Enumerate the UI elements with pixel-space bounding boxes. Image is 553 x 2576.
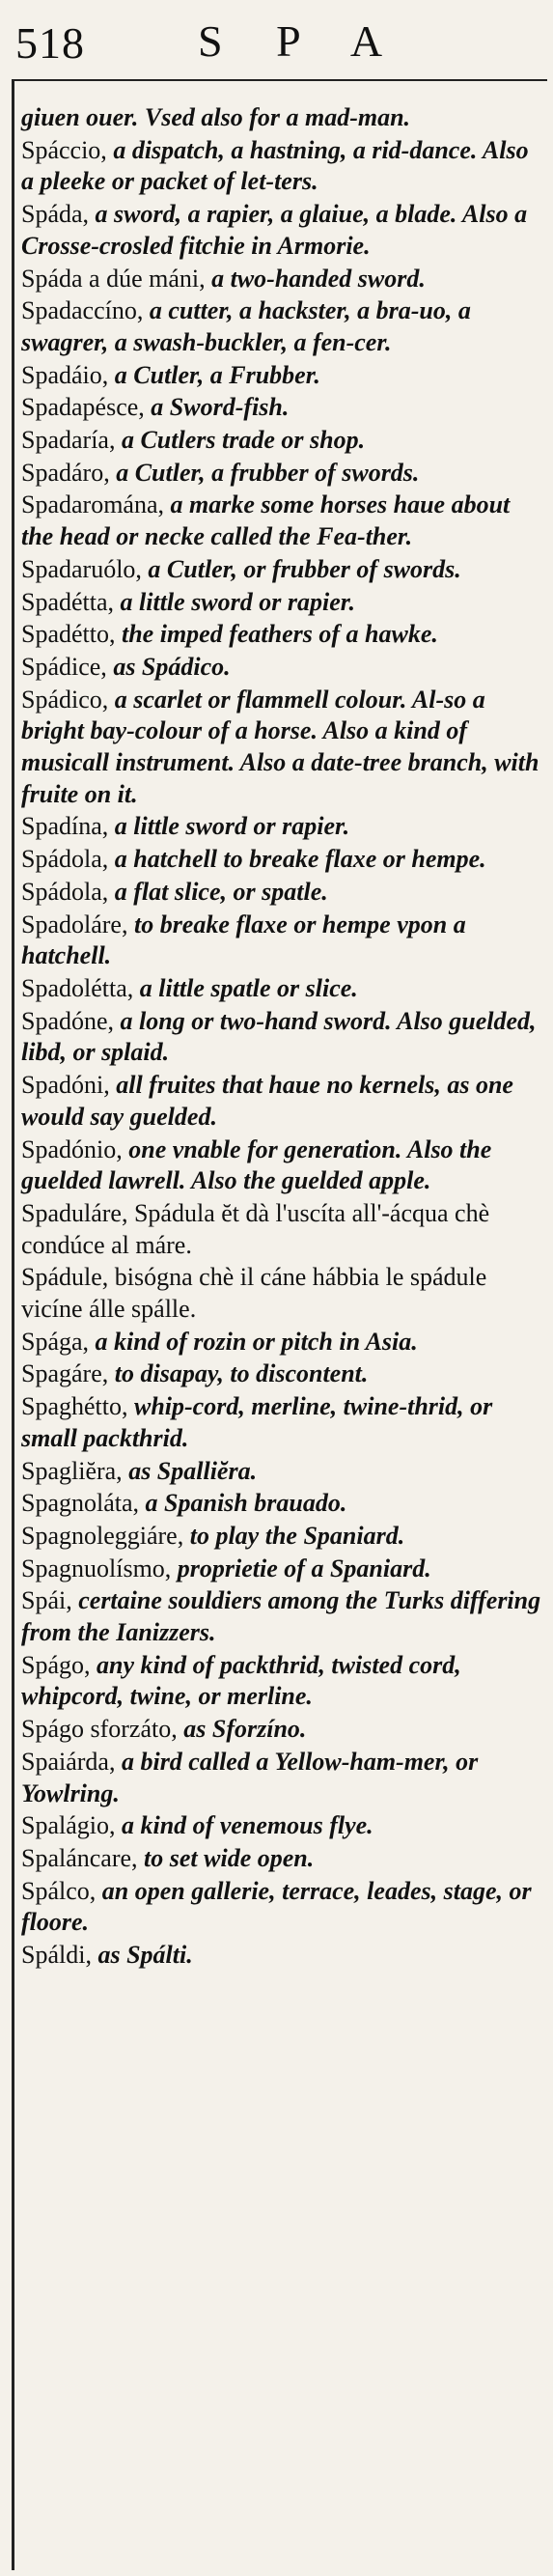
definition: certaine souldiers among the Turks differing from the Ianizzers. [21, 1586, 541, 1647]
headword: Spaláncare, [21, 1843, 138, 1872]
definition: as Sforzíno. [183, 1715, 307, 1744]
definition: a Sword-fish. [151, 393, 290, 422]
dictionary-entry [21, 1198, 542, 1261]
definition: one vnable for generation. Also the guelded lawrell. Also the guelded apple. [21, 1134, 492, 1195]
dictionary-entry [21, 619, 542, 651]
headword: Spágo sforzáto, [21, 1715, 178, 1744]
headword: Spadóni, [21, 1071, 110, 1100]
headword: Spagnoláta, [21, 1489, 140, 1518]
dictionary-entry [21, 1554, 542, 1585]
dictionary-entry [21, 1327, 542, 1358]
dictionary-entry [21, 1650, 542, 1713]
definition: to breake flaxe or hempe vpon a hatchell. [21, 910, 466, 970]
headword: Spáda, [21, 200, 90, 229]
headword: Spádola, [21, 877, 109, 906]
definition: a flat slice, or spatle. [114, 877, 328, 906]
dictionary-entry [21, 811, 542, 843]
headword: Spalágio, [21, 1811, 116, 1840]
dictionary-entry [21, 1262, 542, 1325]
definition: a dispatch, a hastning, a rid-dance. Also a pleeke or packet of let-ters. [21, 135, 529, 196]
headword: Spádola, [21, 845, 109, 874]
headword: Spáccio, [21, 135, 107, 164]
headword: Spadáro, [21, 458, 110, 487]
definition: a kind of rozin or pitch in Asia. [95, 1327, 418, 1356]
dictionary-entry [21, 1134, 542, 1197]
definition: to set wide open. [144, 1843, 315, 1872]
dictionary-entry [21, 910, 542, 972]
page-header [0, 0, 553, 68]
dictionary-entry [21, 877, 542, 909]
definition: a kind of venemous flye. [122, 1811, 373, 1840]
definition: a Spanish brauado. [145, 1489, 347, 1518]
headword: Spadaccíno, [21, 296, 144, 325]
definition: a long or two-hand sword. Also guelded, libd, or splaid. [21, 1006, 537, 1067]
headword: Spadapésce, [21, 393, 145, 422]
definition: all fruites that haue no kernels, as one would say guelded. [21, 1071, 513, 1131]
dictionary-entry [21, 1391, 542, 1454]
definition: proprietie of a Spaniard. [177, 1554, 431, 1582]
column-rule [12, 79, 14, 2570]
headword: Spáldi, [21, 1941, 92, 1970]
definition: a little sword or rapier. [114, 812, 350, 841]
headword: Spágo, [21, 1650, 91, 1679]
headword: Spadaría, [21, 426, 116, 455]
definition: bisógna chè il cáne hábbia le spádule vicíne álle spálle. [21, 1263, 487, 1324]
dictionary-entry [21, 1006, 542, 1069]
dictionary-entry [21, 199, 542, 262]
dictionary-entry [21, 360, 542, 392]
dictionary-entry [21, 264, 542, 295]
headword: Spadónio, [21, 1134, 123, 1163]
headword: Spadaromána, [21, 490, 165, 519]
dictionary-entry [21, 1521, 542, 1553]
dictionary-entry [21, 425, 542, 457]
headword: Spadétta, [21, 587, 115, 616]
headword: Spádico, [21, 685, 109, 714]
definition: as Spálti. [97, 1941, 193, 1970]
running-head: S P A [198, 16, 404, 66]
headword: Spagnuolísmo, [21, 1554, 172, 1582]
headword: Spádice, [21, 652, 107, 681]
headword: Spadína, [21, 812, 109, 841]
definition: a hatchell to breake flaxe or hempe. [114, 845, 486, 874]
definition: any kind of packthrid, twisted cord, whipcord, twine, or merline. [21, 1650, 461, 1711]
dictionary-entry [21, 1358, 542, 1390]
headword: Spaghétto, [21, 1392, 128, 1421]
headword: Spaduláre, [21, 1198, 128, 1227]
definition: to play the Spaniard. [189, 1521, 405, 1550]
definition: a sword, a rapier, a glaiue, a blade. Also a Crosse-crosled fitchie in Armorie. [21, 200, 528, 260]
headword: Spagliĕra, [21, 1456, 123, 1485]
headword: Spáda a dúe máni, [21, 264, 206, 293]
headword: Spadaruólo, [21, 554, 142, 583]
dictionary-entry [21, 973, 542, 1005]
dictionary-entry [21, 490, 542, 552]
dictionary-entry [21, 1070, 542, 1133]
dictionary-entry [21, 1843, 542, 1875]
dictionary-entry [21, 554, 542, 586]
dictionary-entry [21, 458, 542, 490]
definition: a scarlet or flammell colour. Al-so a bright bay-colour of a horse. Also a kind of musicall instrument. Also a date-tree branch, with fruite on it. [21, 685, 539, 808]
dictionary-entry [21, 135, 542, 198]
headword: Spaiárda, [21, 1747, 116, 1776]
definition: a Cutlers trade or shop. [121, 426, 366, 455]
headword: Spádule, [21, 1263, 109, 1292]
headword: Spagáre, [21, 1359, 109, 1388]
entry-list [21, 102, 542, 1973]
definition: a two-handed sword. [211, 264, 426, 293]
definition: a bird called a Yellow-ham-mer, or Yowlring. [21, 1747, 479, 1807]
page-number: 518 [15, 18, 85, 68]
dictionary-entry [21, 392, 542, 424]
headword: Spagnoleggiáre, [21, 1521, 184, 1550]
dictionary-entry [21, 295, 542, 358]
definition: a cutter, a hackster, a bra-uo, a swagrer, a swash-buckler, a fen-cer. [21, 296, 471, 356]
definition: as Spalliĕra. [128, 1456, 258, 1485]
definition: to disapay, to discontent. [114, 1359, 369, 1388]
definition: a little sword or rapier. [120, 587, 355, 616]
definition: giuen ouer. Vsed also for a mad-man. [21, 103, 411, 131]
dictionary-entry [21, 652, 542, 684]
headword: Spálco, [21, 1876, 97, 1905]
headword: Spadoláre, [21, 910, 128, 938]
headword: Spadétto, [21, 620, 116, 649]
headword: Spadóne, [21, 1006, 115, 1035]
headword: Spága, [21, 1327, 90, 1356]
dictionary-entry [21, 1747, 542, 1809]
dictionary-entry [21, 1876, 542, 1939]
headword: Spái, [21, 1586, 72, 1615]
dictionary-entry [21, 844, 542, 876]
top-rule [12, 79, 547, 81]
dictionary-entry [21, 1456, 542, 1488]
definition: the imped feathers of a hawke. [122, 620, 438, 649]
dictionary-entry [21, 587, 542, 619]
definition: whip-cord, merline, twine-thrid, or small packthrid. [21, 1392, 493, 1452]
dictionary-entry [21, 1488, 542, 1520]
definition: a Cutler, a Frubber. [114, 360, 320, 389]
dictionary-entry [21, 1585, 542, 1648]
dictionary-entry [21, 1714, 542, 1746]
definition: Spádula ĕt dà l'uscíta all'-ácqua chè condúce al máre. [21, 1198, 490, 1259]
definition: an open gallerie, terrace, leades, stage, or floore. [21, 1876, 532, 1937]
definition: a marke some horses haue about the head or necke called the Fea-ther. [21, 490, 511, 551]
dictionary-entry [21, 685, 542, 811]
definition: a Cutler, or frubber of swords. [148, 554, 461, 583]
definition: a Cutler, a frubber of swords. [116, 458, 420, 487]
definition: a little spatle or slice. [139, 973, 358, 1002]
definition: as Spádico. [113, 652, 231, 681]
dictionary-entry [21, 1940, 542, 1972]
dictionary-entry [21, 1810, 542, 1842]
headword: Spadolétta, [21, 973, 134, 1002]
headword: Spadáio, [21, 360, 109, 389]
dictionary-entry [21, 102, 542, 134]
